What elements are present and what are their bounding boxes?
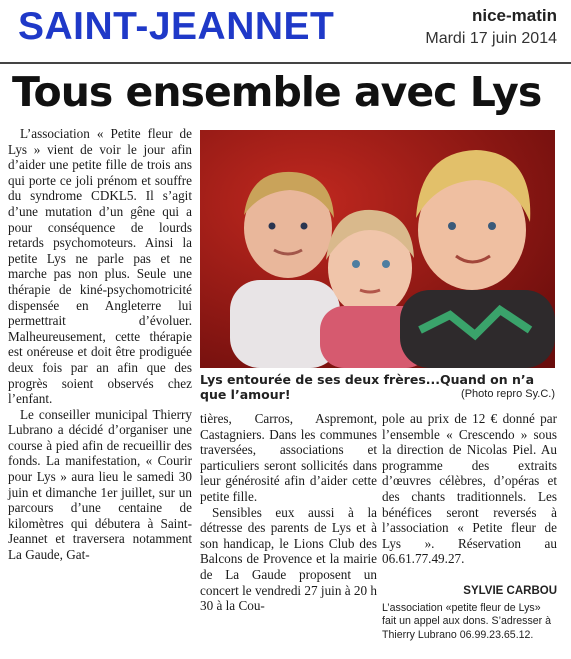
author-byline: SYLVIE CARBOU: [463, 585, 557, 597]
photo-image: [200, 130, 555, 368]
article-column-2: [200, 411, 377, 614]
issue-date: Mardi 17 juin 2014: [425, 30, 557, 47]
town-title: SAINT-JEANNET: [18, 5, 335, 48]
photo-caption: Lys entourée de ses deux frères...Quand on n’a que l’amour!: [200, 372, 535, 402]
article-paragraph: Sensibles eux aussi à la détresse des parents de Lys et à son handicap, le Lions Club des Balcons de Provence et la mairie de La Gaude proposent un concert le vendredi 27 juin à 20 h 30 à la Cou-: [200, 504, 377, 614]
masthead-rule: [0, 62, 571, 64]
children-photo: [200, 130, 555, 368]
article-paragraph: L’association « Petite fleur de Lys » vient de voir le jour afin d’aider une petite fille de trois ans qui porte ce joli prénom et souffre du syndrome CDKL5. Il s’agit d’une mutation d’un gêne qui a pour conséquence de lourds retards psychomoteurs. Ainsi la petite Lys ne parle pas et ne marche pas non plus. Seule une thérapie de kiné-psychomotricité dispensée en Angleterre lui permettrait d’évoluer. Malheureusement, cette thérapie est onéreuse et doit être prodiguée deux fois par an afin que des progrès soient observés chez l’enfant.: [8, 126, 192, 407]
article-column-3: [382, 411, 557, 567]
article-column-1: [8, 126, 192, 563]
article-paragraph: tières, Carros, Aspremont, Castagniers. Dans les communes traversées, associations et particuliers seront sollicités dans leur générosité afin d’aider cette petite fille.: [200, 411, 377, 504]
article-paragraph: Le conseiller municipal Thierry Lubrano a décidé d’organiser une course à pied afin de recueillir des fonds. La manifestation, « Courir pour Lys » aura lieu le samedi 30 juin et dimanche 1er juillet, sur un parcours d’une centaine de kilomètres qui débutera à Saint-Jeannet et traversera notamment La Gaude, Gat-: [8, 406, 192, 563]
donation-info: L’association «petite fleur de Lys» fait un appel aux dons. S’adresser à Thierry Lubrano 06.99.23.65.12.: [382, 602, 552, 641]
article-paragraph: pole au prix de 12 € donné par l’ensemble « Crescendo » sous la direction de Nicolas Piel. Au programme des extraits d’œuvres célèbres, d’opéras et des chants traditionnels. Les bénéfices seront reversés à l’association « Petite fleur de Lys ». Réservation au 06.61.77.49.27.: [382, 411, 557, 567]
headline: Tous ensemble avec Lys: [12, 68, 542, 116]
newspaper-name: nice-matin: [471, 6, 557, 25]
photo-credit: (Photo repro Sy.C.): [461, 388, 555, 400]
